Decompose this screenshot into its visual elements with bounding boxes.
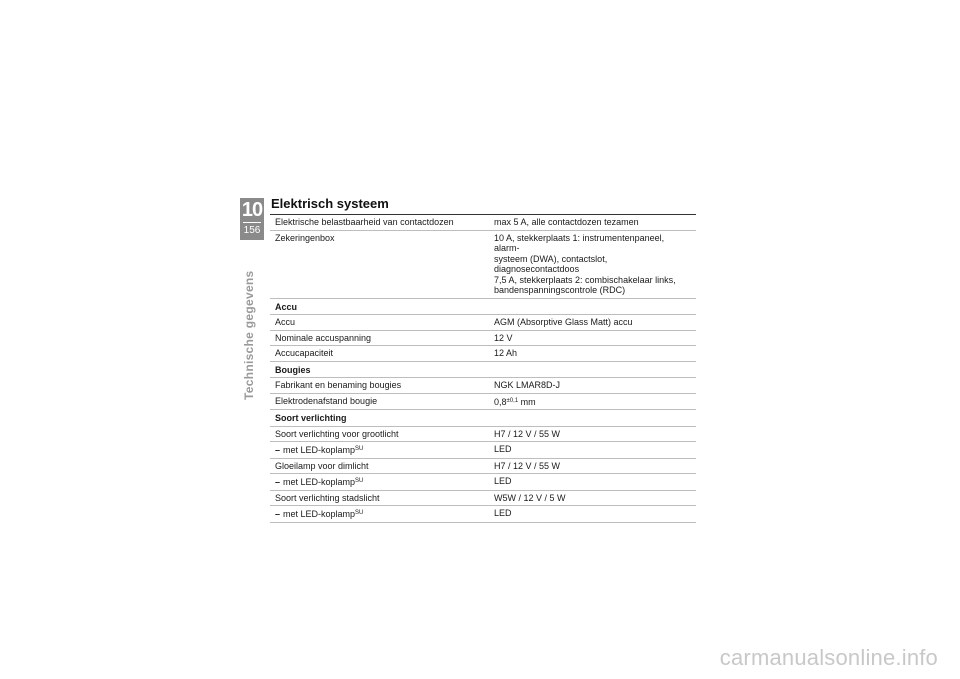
row-value: 12 V [489,330,696,346]
group-title: Accu [270,298,696,315]
row-value [489,393,696,410]
dash-bullet: – [275,477,281,487]
value-line: 7,5 A, stekkerplaats 2: combischakelaar links, [494,274,676,285]
section-title: Elektrisch systeem [271,196,389,211]
row-label: Gloeilamp voor dimlicht [270,458,489,474]
row-label: Soort verlichting stadslicht [270,490,489,506]
row-label: Zekeringenbox [270,230,489,298]
row-value: LED [489,506,696,523]
row-value [489,230,696,298]
subrow-text: met LED-koplamp [283,509,356,519]
row-label: Accucapaciteit [270,346,489,362]
dash-bullet: – [275,445,281,455]
row-value: H7 / 12 V / 55 W [489,458,696,474]
table-subrow [270,442,696,459]
chapter-number: 10 [241,199,263,221]
value-line: systeem (DWA), contactslot, diagnosecontactdoos [494,253,608,274]
row-value: H7 / 12 V / 55 W [489,426,696,442]
group-header [270,361,696,378]
table-row [270,490,696,506]
spec-table [270,214,696,523]
value-line: 10 A, stekkerplaats 1: instrumentenpaneel, alarm- [494,232,665,253]
row-label: Soort verlichting voor grootlicht [270,426,489,442]
option-marker: SU [355,446,364,452]
row-value: 12 Ah [489,346,696,362]
row-value: LED [489,474,696,491]
value-tolerance: ±0,1 [506,397,519,404]
row-label: Fabrikant en benaming bougies [270,378,489,394]
table-subrow [270,506,696,523]
table-subrow [270,474,696,491]
table-row [270,346,696,362]
row-label [270,474,489,491]
table-row [270,315,696,331]
row-label [270,442,489,459]
row-value: max 5 A, alle contactdozen tezamen [489,215,696,231]
group-header [270,410,696,427]
table-row [270,330,696,346]
dash-bullet: – [275,509,281,519]
subrow-text: met LED-koplamp [283,445,356,455]
chapter-marker [240,198,264,240]
row-label [270,506,489,523]
chapter-side-label: Technische gegevens [242,270,256,400]
table-row [270,426,696,442]
value-line: bandenspanningscontrole (RDC) [494,285,626,295]
table-row [270,230,696,298]
group-header [270,298,696,315]
row-value: LED [489,442,696,459]
group-title: Soort verlichting [270,410,696,427]
row-value: NGK LMAR8D-J [489,378,696,394]
table-row [270,215,696,231]
row-label: Elektrodenafstand bougie [270,393,489,410]
row-value: W5W / 12 V / 5 W [489,490,696,506]
table-row [270,458,696,474]
option-marker: SU [355,478,364,484]
row-value: AGM (Absorptive Glass Matt) accu [489,315,696,331]
subrow-text: met LED-koplamp [283,477,356,487]
value-unit: mm [518,396,536,407]
row-label: Elektrische belastbaarheid van contactdozen [270,215,489,231]
group-title: Bougies [270,361,696,378]
page-number: 156 [243,225,261,236]
table-row [270,378,696,394]
value-base: 0,8 [494,396,507,407]
table-row [270,393,696,410]
row-label: Nominale accuspanning [270,330,489,346]
row-label: Accu [270,315,489,331]
option-marker: SU [355,510,364,516]
watermark: carmanualsonline.info [719,645,938,670]
